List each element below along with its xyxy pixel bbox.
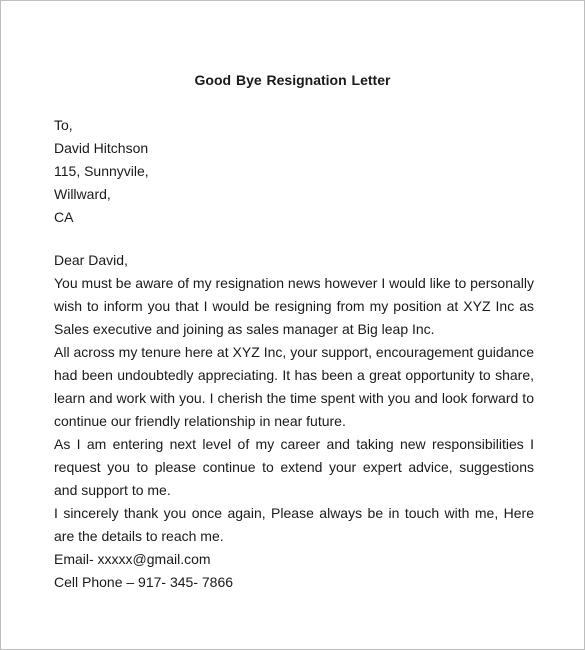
address-line: David Hitchson [54,140,149,156]
letter-body [54,249,534,594]
body-paragraph: You must be aware of my resignation news however I would like to personally wish to inform you that I would be resigning from my position at XYZ Inc as Sales executive and joining as sales manager at Big leap Inc. [54,275,534,337]
salutation: Dear David, [54,252,128,268]
address-line: CA [54,209,74,225]
body-paragraph: All across my tenure here at XYZ Inc, your support, encouragement guidance had been undoubtedly appreciating. It has been a great opportunity to share, learn and work with you. I cherish the time spent with you and look forward to continue our friendly relationship in near future. [54,344,534,429]
body-paragraph: As I am entering next level of my career and taking new responsibilities I request you to please continue to extend your expert advice, suggestions and support to me. [54,436,534,498]
recipient-address [54,114,149,229]
address-line: 115, Sunnyvile, [54,163,149,179]
contact-phone: Cell Phone – 917- 345- 7866 [54,574,234,590]
letter-title: Good Bye Resignation Letter [194,72,391,88]
address-line: Willward, [54,186,111,202]
address-line: To, [54,117,73,133]
body-paragraph: I sincerely thank you once again, Please always be in touch with me, Here are the details to reach me. [54,505,534,544]
contact-email: Email- xxxxx@gmail.com [54,551,211,567]
